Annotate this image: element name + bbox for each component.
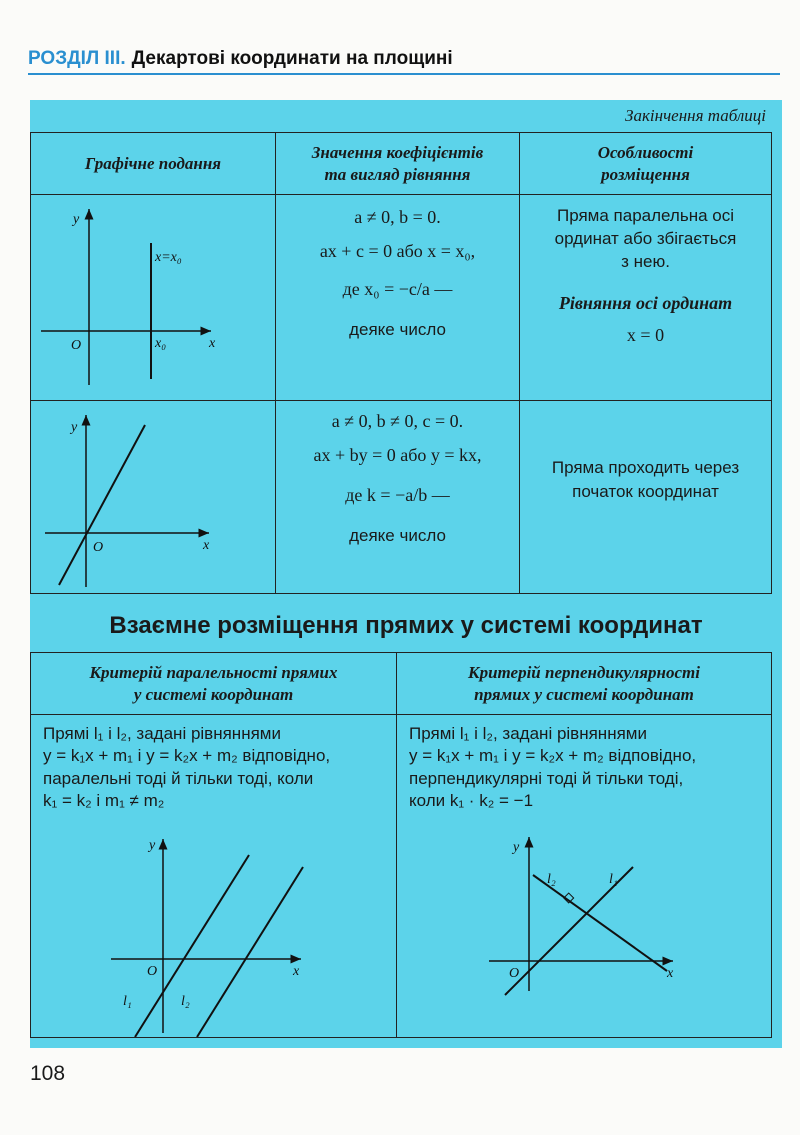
row2-features [520,401,771,593]
x-label: x [667,966,674,981]
x0-label: x₀ [155,336,167,351]
row1-graph [31,195,276,401]
parallel-line3: паралельні тоді й тільки тоді, коли [43,768,314,788]
row1-coeff [276,195,520,401]
header-coeff-l2: та вигляд рівняння [324,164,471,184]
vertical-line-graph [31,195,276,401]
y-label: y [71,420,78,435]
header-graph [31,133,276,195]
row1-some-number: деяке число [349,320,446,339]
origin-line [59,425,145,585]
row2-desc2: початок координат [572,482,719,501]
perpendicular-graph [397,715,771,1037]
header-coeff-l1: Значення коефіцієнтів [311,143,484,163]
parallel-line2: y = k₁x + m₁ і y = k₂x + m₂ відповідно, [43,746,331,766]
page-number: 108 [30,1062,66,1085]
line-label: x=x₀ [155,250,182,265]
chapter-title: Декартові координати на площині [131,48,453,69]
header-features-l2: розміщення [601,164,690,184]
perp-line1: Прямі l₁ і l₂, задані рівняннями [409,724,647,743]
l2-label: l₂ [547,872,556,887]
parallel-graph [31,715,397,1037]
row1-eq-value: x = 0 [626,325,665,345]
header-coeff [276,133,520,195]
line-l2 [533,875,667,971]
header-parallel-l2: у системі координат [133,684,294,704]
row1-equation: ax + c = 0 або x = x₀, [319,241,476,261]
y-label: y [149,838,156,853]
row2-k-def: де k = −a/b — [345,485,450,505]
line-l1 [135,855,249,1037]
chapter-header [28,48,453,70]
y-label: y [73,212,80,227]
header-graph-text: Графічне подання [84,153,222,173]
parallel-line1: Прямі l₁ і l₂, задані рівняннями [43,724,281,743]
x-label: x [209,336,216,351]
header-features-l1: Особливості [597,143,694,163]
content-panel [30,100,782,1048]
x-label: x [203,538,210,553]
line-l2 [197,867,303,1037]
origin-label: O [93,540,104,555]
row1-eq-name: Рівняння осі ординат [558,293,733,313]
header-rule [28,73,780,75]
y-label: y [513,840,520,855]
line-position-table [30,132,772,594]
x-label: x [293,964,300,979]
header-perpendicular [397,653,771,715]
origin-line-graph [31,401,276,593]
section-heading: Взаємне розміщення прямих у системі координат [109,612,703,639]
row1-desc1: Пряма паралельна осі [556,206,734,225]
row1-features [520,195,771,401]
header-features [520,133,771,195]
l1-label: l₁ [123,994,132,1009]
perp-line3: перпендикулярні тоді й тільки тоді, [409,768,684,788]
origin-label: O [509,966,520,981]
row2-some-number: деяке число [349,526,446,545]
lines-criteria-table [30,652,772,1038]
row2-condition: a ≠ 0, b ≠ 0, c = 0. [331,411,464,431]
row2-desc1: Пряма проходить через [551,458,740,477]
table-caption: Закінчення таблиці [625,106,766,125]
section-label: РОЗДІЛ III. [28,48,126,69]
row1-x0-def: де x₀ = −c/a — [342,279,453,299]
perp-line2: y = k₁x + m₁ і y = k₂x + m₂ відповідно, [409,746,697,766]
row2-coeff [276,401,520,593]
row1-desc3: з нею. [621,252,670,271]
origin-label: O [71,338,82,353]
parallel-cell [31,715,397,1037]
parallel-line4: k₁ = k₂ і m₁ ≠ m₂ [43,791,165,811]
header-parallel-l1: Критерій паралельності прямих [89,663,338,683]
origin-label: O [147,964,158,979]
header-perp-l1: Критерій перпендикулярності [468,663,700,683]
l1-label: l₁ [609,872,618,887]
row1-desc2: ординат або збігається [554,229,737,248]
perpendicular-cell [397,715,771,1037]
row2-equation: ax + by = 0 або y = kx, [313,445,482,465]
header-perp-l2: прямих у системі координат [474,684,694,704]
header-parallel [31,653,397,715]
l2-label: l₂ [181,994,190,1009]
row2-graph [31,401,276,593]
row1-condition: a ≠ 0, b = 0. [354,207,441,227]
perp-line4: коли k₁ · k₂ = −1 [409,791,534,811]
